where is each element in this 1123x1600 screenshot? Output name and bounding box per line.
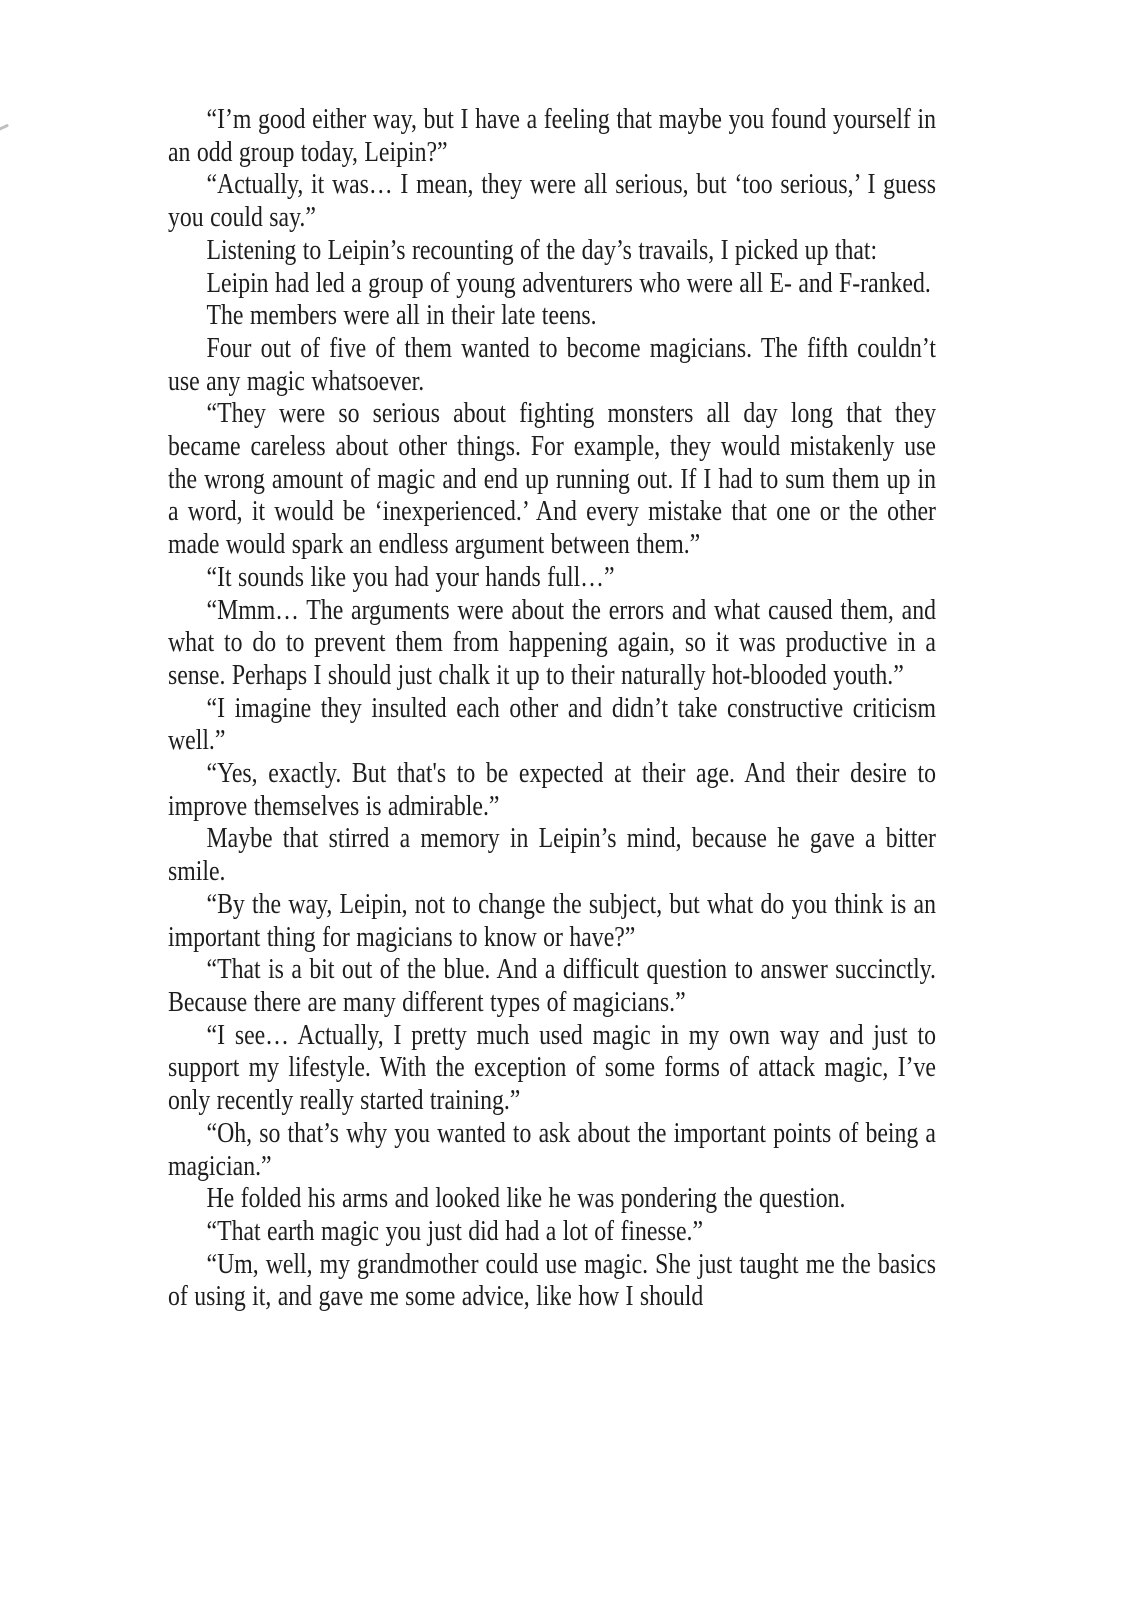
paragraph: “Mmm… The arguments were about the errors and what caused them, and what to do to prevent them from happening again, so it was productive in a sense. Perhaps I should just chalk it up to their naturally hot-blooded youth.”: [168, 593, 936, 691]
paragraph: “That is a bit out of the blue. And a difficult question to answer succinctly. Because there are many different types of magicians.”: [168, 953, 936, 1018]
paragraph: “Yes, exactly. But that's to be expected at their age. And their desire to improve themselves is admirable.”: [168, 757, 936, 822]
paragraph: “That earth magic you just did had a lot of finesse.”: [206, 1214, 704, 1247]
paragraph: Maybe that stirred a memory in Leipin’s mind, because he gave a bitter smile.: [168, 822, 936, 888]
paragraph: “Oh, so that’s why you wanted to ask about the important points of being a magician.”: [168, 1116, 936, 1182]
page-edge-artifact: [0, 124, 9, 132]
paragraph: Four out of five of them wanted to become magicians. The fifth couldn’t use any magic whatsoever.: [168, 331, 936, 397]
paragraph: Leipin had led a group of young adventurers who were all E- and F-ranked.: [206, 266, 931, 299]
paragraph: “I see… Actually, I pretty much used magic in my own way and just to support my lifestyle. With the exception of some forms of attack magic, I’ve only recently really started training.”: [168, 1018, 936, 1117]
paragraph: “I’m good either way, but I have a feeling that maybe you found yourself in an odd group today, Leipin?”: [168, 103, 936, 168]
page-text: [168, 103, 936, 1313]
paragraph: He folded his arms and looked like he was pondering the question.: [206, 1182, 846, 1215]
paragraph: Listening to Leipin’s recounting of the day’s travails, I picked up that:: [206, 233, 878, 266]
paragraph: “Actually, it was… I mean, they were all serious, but ‘too serious,’ I guess you could say.”: [168, 168, 936, 234]
paragraph: “By the way, Leipin, not to change the subject, but what do you think is an important thing for magicians to know or have?”: [168, 887, 936, 953]
paragraph: “Um, well, my grandmother could use magic. She just taught me the basics of using it, and gave me some advice, like how I should: [168, 1247, 936, 1313]
paragraph: “It sounds like you had your hands full…”: [206, 560, 615, 593]
paragraph: “I imagine they insulted each other and didn’t take constructive criticism well.”: [168, 691, 936, 757]
paragraph: “They were so serious about fighting monsters all day long that they became careless about other things. For example, they would mistakenly use the wrong amount of magic and end up running out. If I had to sum them up in a word, it would be ‘inexperienced.’ And every mistake that one or the other made would spark an endless argument between them.”: [168, 397, 936, 561]
paragraph: The members were all in their late teens.: [206, 299, 597, 332]
